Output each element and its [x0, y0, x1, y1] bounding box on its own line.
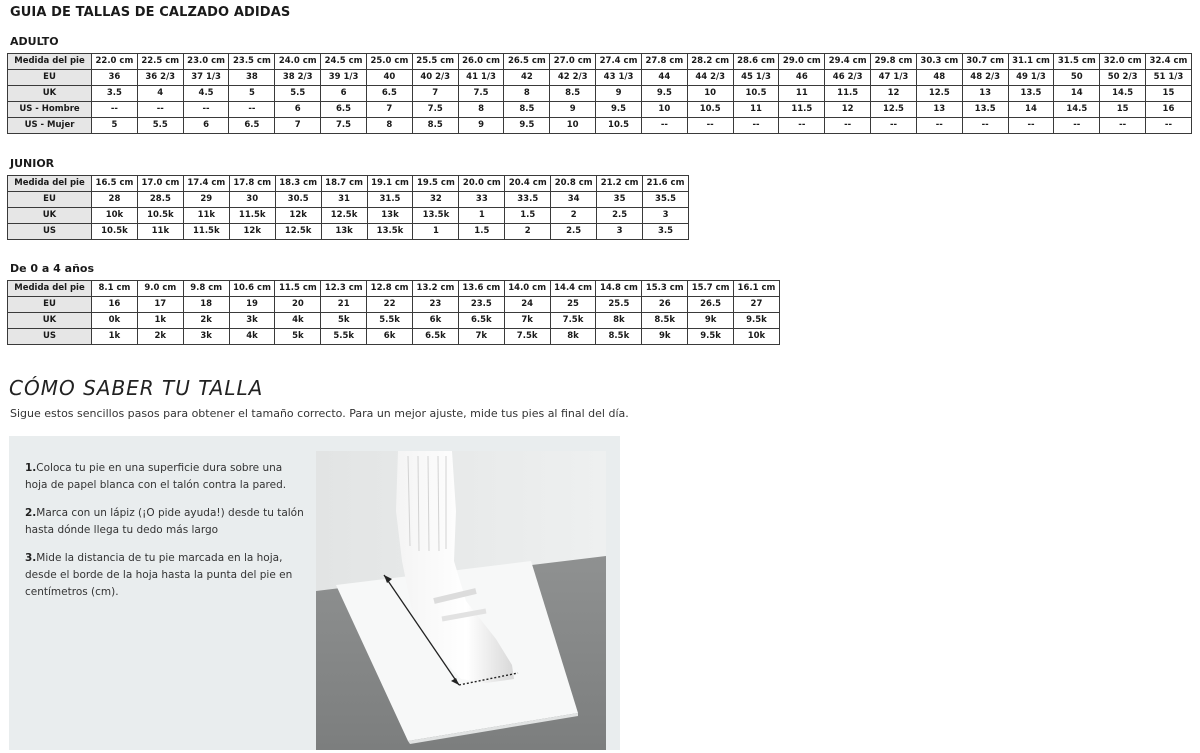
table-cell: 39 1/3	[321, 70, 367, 86]
table-row	[8, 102, 1192, 118]
table-cell: 35	[597, 192, 643, 208]
table-cell: 5	[92, 118, 138, 134]
table-cell: 51 1/3	[1146, 70, 1192, 86]
table-cell: 14	[1008, 102, 1054, 118]
table-cell: 12	[871, 86, 917, 102]
step-1	[25, 460, 307, 494]
table-cell: 35.5	[643, 192, 689, 208]
table-cell: 31.5	[367, 192, 413, 208]
table-cell: 1k	[92, 329, 138, 345]
table-row	[8, 118, 1192, 134]
table-cell: 28	[92, 192, 138, 208]
table-cell: 12	[825, 102, 871, 118]
table-row	[8, 176, 689, 192]
table-cell: 10	[687, 86, 733, 102]
table-cell: 14.8 cm	[596, 281, 642, 297]
table-cell: 6	[183, 118, 229, 134]
table-cell: 9.5	[641, 86, 687, 102]
table-cell: 25.0 cm	[366, 54, 412, 70]
table-cell: 1.5	[505, 208, 551, 224]
table-cell: 4	[137, 86, 183, 102]
table-cell: 17.8 cm	[229, 176, 275, 192]
table-cell: 21.6 cm	[643, 176, 689, 192]
step-2-text: Marca con un lápiz (¡O pide ayuda!) desde tu talón hasta dónde llega tu dedo más largo	[25, 507, 304, 536]
table-cell: 18	[183, 297, 229, 313]
table-cell: --	[183, 102, 229, 118]
table-cell: 11.5k	[183, 224, 229, 240]
table-cell: 8k	[550, 329, 596, 345]
table-cell: 13.5	[962, 102, 1008, 118]
table-cell: 7k	[458, 329, 504, 345]
table-cell: 9	[596, 86, 642, 102]
table-cell: 10.5	[687, 102, 733, 118]
step-3-number: 3.	[25, 552, 37, 564]
table-cell: 27.8 cm	[641, 54, 687, 70]
table-cell: 30.7 cm	[962, 54, 1008, 70]
table-cell: 7.5k	[550, 313, 596, 329]
table-cell: 24.5 cm	[321, 54, 367, 70]
table-cell: 4k	[275, 313, 321, 329]
size-table-infant	[7, 280, 780, 345]
table-cell: 26	[642, 297, 688, 313]
table-cell: --	[137, 102, 183, 118]
table-cell: 8.5	[504, 102, 550, 118]
table-cell: 11k	[183, 208, 229, 224]
table-cell: 23.5 cm	[229, 54, 275, 70]
table-cell: 19.1 cm	[367, 176, 413, 192]
table-cell: 9.5	[596, 102, 642, 118]
table-cell: 33	[459, 192, 505, 208]
table-cell: 19	[229, 297, 275, 313]
row-label: UK	[8, 86, 92, 102]
table-cell: 10.5	[733, 86, 779, 102]
table-cell: 31	[321, 192, 367, 208]
table-cell: 8	[458, 102, 504, 118]
table-cell: 8.5	[550, 86, 596, 102]
table-cell: 10.6 cm	[229, 281, 275, 297]
table-cell: 11.5	[779, 102, 825, 118]
table-cell: 34	[551, 192, 597, 208]
table-cell: 6.5	[229, 118, 275, 134]
table-cell: --	[825, 118, 871, 134]
table-cell: 15.3 cm	[642, 281, 688, 297]
table-cell: 50	[1054, 70, 1100, 86]
table-cell: 32.0 cm	[1100, 54, 1146, 70]
table-cell: 7	[275, 118, 321, 134]
table-cell: 10.5k	[137, 208, 183, 224]
table-cell: --	[92, 102, 138, 118]
table-cell: 6k	[413, 313, 459, 329]
table-cell: 17.0 cm	[137, 176, 183, 192]
table-cell: 11.5	[825, 86, 871, 102]
table-cell: 27	[734, 297, 780, 313]
row-label: Medida del pie	[8, 281, 92, 297]
table-cell: 0k	[92, 313, 138, 329]
table-cell: 9	[458, 118, 504, 134]
table-cell: 2	[551, 208, 597, 224]
table-cell: 7	[366, 102, 412, 118]
table-cell: 47 1/3	[871, 70, 917, 86]
table-cell: --	[733, 118, 779, 134]
table-cell: 21	[321, 297, 367, 313]
table-cell: 33.5	[505, 192, 551, 208]
table-cell: 6.5k	[413, 329, 459, 345]
size-table-junior	[7, 175, 689, 240]
table-cell: 5.5	[137, 118, 183, 134]
table-cell: 25.5 cm	[412, 54, 458, 70]
table-cell: --	[1146, 118, 1192, 134]
table-cell: 44 2/3	[687, 70, 733, 86]
table-cell: 49 1/3	[1008, 70, 1054, 86]
table-cell: 6	[321, 86, 367, 102]
table-cell: 18.7 cm	[321, 176, 367, 192]
table-cell: 14.0 cm	[504, 281, 550, 297]
table-cell: 40 2/3	[412, 70, 458, 86]
table-cell: 16	[92, 297, 138, 313]
table-cell: 25.5	[596, 297, 642, 313]
table-cell: 30.3 cm	[916, 54, 962, 70]
table-cell: 12.5k	[275, 224, 321, 240]
table-cell: 13	[916, 102, 962, 118]
table-cell: 8.5	[412, 118, 458, 134]
table-cell: 36 2/3	[137, 70, 183, 86]
table-cell: 27.4 cm	[596, 54, 642, 70]
table-cell: 23.0 cm	[183, 54, 229, 70]
table-cell: 17.4 cm	[183, 176, 229, 192]
table-cell: 3k	[229, 313, 275, 329]
table-cell: --	[1100, 118, 1146, 134]
table-cell: 36	[92, 70, 138, 86]
table-cell: 24.0 cm	[275, 54, 321, 70]
table-cell: 26.5	[688, 297, 734, 313]
table-cell: 6.5	[366, 86, 412, 102]
step-2-number: 2.	[25, 507, 37, 519]
table-cell: --	[779, 118, 825, 134]
table-cell: 1	[413, 224, 459, 240]
table-cell: 42	[504, 70, 550, 86]
table-cell: 7	[412, 86, 458, 102]
table-cell: 7.5	[458, 86, 504, 102]
table-cell: 23	[413, 297, 459, 313]
table-cell: 8k	[596, 313, 642, 329]
row-label: US	[8, 329, 92, 345]
row-label: US - Mujer	[8, 118, 92, 134]
table-cell: 14.5	[1054, 102, 1100, 118]
steps-panel	[9, 436, 620, 750]
table-cell: 9.0 cm	[137, 281, 183, 297]
size-table-adulto	[7, 53, 1192, 134]
table-cell: 15.7 cm	[688, 281, 734, 297]
table-cell: 18.3 cm	[275, 176, 321, 192]
step-2	[25, 505, 307, 539]
table-row	[8, 192, 689, 208]
table-cell: 26.0 cm	[458, 54, 504, 70]
table-cell: 13k	[367, 208, 413, 224]
table-cell: 8.5k	[642, 313, 688, 329]
table-cell: 1.5	[459, 224, 505, 240]
table-cell: 2k	[137, 329, 183, 345]
table-cell: 4k	[229, 329, 275, 345]
table-cell: 16.1 cm	[734, 281, 780, 297]
table-cell: 20	[275, 297, 321, 313]
table-cell: 11	[779, 86, 825, 102]
table-cell: 43 1/3	[596, 70, 642, 86]
table-cell: 40	[366, 70, 412, 86]
table-cell: 21.2 cm	[597, 176, 643, 192]
table-cell: 23.5	[458, 297, 504, 313]
table-cell: 14.5	[1100, 86, 1146, 102]
table-row	[8, 329, 780, 345]
table-row	[8, 86, 1192, 102]
table-cell: 31.1 cm	[1008, 54, 1054, 70]
table-cell: 3	[597, 224, 643, 240]
table-cell: 19.5 cm	[413, 176, 459, 192]
table-cell: 22.5 cm	[137, 54, 183, 70]
table-cell: 22	[367, 297, 413, 313]
table-row	[8, 70, 1192, 86]
table-cell: 22.0 cm	[92, 54, 138, 70]
step-3-text: Mide la distancia de tu pie marcada en la hoja, desde el borde de la hoja hasta la punta del pie en centímetros (cm).	[25, 552, 293, 598]
table-cell: 11	[733, 102, 779, 118]
table-cell: 2k	[183, 313, 229, 329]
table-cell: 44	[641, 70, 687, 86]
table-cell: 5k	[321, 313, 367, 329]
table-cell: 7.5	[321, 118, 367, 134]
table-cell: 2.5	[551, 224, 597, 240]
table-cell: 10k	[92, 208, 138, 224]
how-to-title: CÓMO SABER TU TALLA	[9, 376, 264, 400]
table-cell: 9.8 cm	[183, 281, 229, 297]
table-cell: 6.5k	[458, 313, 504, 329]
table-cell: 5.5	[275, 86, 321, 102]
table-cell: 2.5	[597, 208, 643, 224]
table-cell: 30	[229, 192, 275, 208]
table-cell: --	[916, 118, 962, 134]
table-cell: 20.0 cm	[459, 176, 505, 192]
table-cell: --	[687, 118, 733, 134]
table-cell: 11k	[137, 224, 183, 240]
table-cell: 15	[1100, 102, 1146, 118]
table-cell: 3.5	[643, 224, 689, 240]
table-cell: 10	[641, 102, 687, 118]
table-cell: 13	[962, 86, 1008, 102]
table-cell: 38 2/3	[275, 70, 321, 86]
table-cell: 20.4 cm	[505, 176, 551, 192]
table-cell: 20.8 cm	[551, 176, 597, 192]
table-cell: 5k	[275, 329, 321, 345]
table-cell: 16.5 cm	[92, 176, 138, 192]
table-cell: 4.5	[183, 86, 229, 102]
foot-measure-photo	[316, 451, 606, 750]
table-cell: 9	[550, 102, 596, 118]
table-cell: 46 2/3	[825, 70, 871, 86]
table-cell: --	[641, 118, 687, 134]
table-cell: 11.5 cm	[275, 281, 321, 297]
step-3	[25, 550, 307, 601]
table-cell: 7.5k	[504, 329, 550, 345]
table-cell: 9.5k	[688, 329, 734, 345]
table-cell: 2	[505, 224, 551, 240]
table-cell: 6	[275, 102, 321, 118]
row-label: Medida del pie	[8, 54, 92, 70]
table-row	[8, 281, 780, 297]
table-row	[8, 208, 689, 224]
row-label: US	[8, 224, 92, 240]
table-cell: 5.5k	[321, 329, 367, 345]
table-cell: 5.5k	[367, 313, 413, 329]
table-cell: 9.5k	[734, 313, 780, 329]
table-cell: 11.5k	[229, 208, 275, 224]
row-label: EU	[8, 192, 92, 208]
table-cell: 29.4 cm	[825, 54, 871, 70]
table-row	[8, 54, 1192, 70]
table-cell: 27.0 cm	[550, 54, 596, 70]
table-cell: 6k	[367, 329, 413, 345]
table-cell: 30.5	[275, 192, 321, 208]
table-cell: 28.5	[137, 192, 183, 208]
table-cell: 3	[643, 208, 689, 224]
table-cell: 45 1/3	[733, 70, 779, 86]
table-cell: 28.2 cm	[687, 54, 733, 70]
table-cell: 7.5	[412, 102, 458, 118]
table-cell: 13k	[321, 224, 367, 240]
table-cell: 1	[459, 208, 505, 224]
section-title-junior: JUNIOR	[10, 157, 55, 170]
table-cell: 50 2/3	[1100, 70, 1146, 86]
table-cell: 14	[1054, 86, 1100, 102]
table-cell: 12k	[275, 208, 321, 224]
row-label: UK	[8, 313, 92, 329]
table-cell: 46	[779, 70, 825, 86]
table-row	[8, 297, 780, 313]
table-cell: 48	[916, 70, 962, 86]
step-1-number: 1.	[25, 462, 37, 474]
table-cell: 29.0 cm	[779, 54, 825, 70]
how-to-subtitle: Sigue estos sencillos pasos para obtener el tamaño correcto. Para un mejor ajuste, mide tus pies al final del día.	[10, 407, 629, 420]
table-cell: 3k	[183, 329, 229, 345]
step-1-text: Coloca tu pie en una superficie dura sobre una hoja de papel blanca con el talón contra la pared.	[25, 462, 287, 491]
table-row	[8, 224, 689, 240]
table-cell: 14.4 cm	[550, 281, 596, 297]
table-cell: 31.5 cm	[1054, 54, 1100, 70]
table-cell: 8.5k	[596, 329, 642, 345]
table-cell: --	[1054, 118, 1100, 134]
table-cell: --	[871, 118, 917, 134]
table-cell: 42 2/3	[550, 70, 596, 86]
table-cell: 8	[504, 86, 550, 102]
table-cell: 25	[550, 297, 596, 313]
table-cell: 29	[183, 192, 229, 208]
table-cell: 9k	[688, 313, 734, 329]
row-label: UK	[8, 208, 92, 224]
table-cell: 10.5	[596, 118, 642, 134]
row-label: EU	[8, 70, 92, 86]
table-cell: --	[1008, 118, 1054, 134]
table-cell: 28.6 cm	[733, 54, 779, 70]
section-title-adulto: ADULTO	[10, 35, 59, 48]
foot-measure-illustration	[316, 451, 606, 750]
section-title-infant: De 0 a 4 años	[10, 262, 94, 275]
table-cell: 12.5k	[321, 208, 367, 224]
table-cell: 9.5	[504, 118, 550, 134]
table-cell: 13.5k	[413, 208, 459, 224]
table-cell: 12k	[229, 224, 275, 240]
table-cell: 37 1/3	[183, 70, 229, 86]
table-cell: 24	[504, 297, 550, 313]
table-cell: 17	[137, 297, 183, 313]
table-cell: 8.1 cm	[92, 281, 138, 297]
table-cell: 3.5	[92, 86, 138, 102]
table-cell: 26.5 cm	[504, 54, 550, 70]
table-cell: 38	[229, 70, 275, 86]
row-label: Medida del pie	[8, 176, 92, 192]
row-label: EU	[8, 297, 92, 313]
table-cell: 8	[366, 118, 412, 134]
row-label: US - Hombre	[8, 102, 92, 118]
table-cell: 32.4 cm	[1146, 54, 1192, 70]
table-cell: 13.2 cm	[413, 281, 459, 297]
table-cell: 9k	[642, 329, 688, 345]
table-cell: 29.8 cm	[871, 54, 917, 70]
table-cell: 10	[550, 118, 596, 134]
table-cell: 12.5	[871, 102, 917, 118]
table-cell: 12.3 cm	[321, 281, 367, 297]
table-cell: --	[229, 102, 275, 118]
table-row	[8, 313, 780, 329]
table-cell: --	[962, 118, 1008, 134]
table-cell: 6.5	[321, 102, 367, 118]
table-cell: 1k	[137, 313, 183, 329]
table-cell: 13.5k	[367, 224, 413, 240]
table-cell: 32	[413, 192, 459, 208]
table-cell: 7k	[504, 313, 550, 329]
table-cell: 10k	[734, 329, 780, 345]
table-cell: 15	[1146, 86, 1192, 102]
table-cell: 13.6 cm	[458, 281, 504, 297]
table-cell: 10.5k	[92, 224, 138, 240]
table-cell: 16	[1146, 102, 1192, 118]
table-cell: 13.5	[1008, 86, 1054, 102]
table-cell: 5	[229, 86, 275, 102]
table-cell: 12.8 cm	[367, 281, 413, 297]
table-cell: 41 1/3	[458, 70, 504, 86]
page-title: GUIA DE TALLAS DE CALZADO ADIDAS	[10, 5, 291, 20]
table-cell: 48 2/3	[962, 70, 1008, 86]
table-cell: 12.5	[916, 86, 962, 102]
